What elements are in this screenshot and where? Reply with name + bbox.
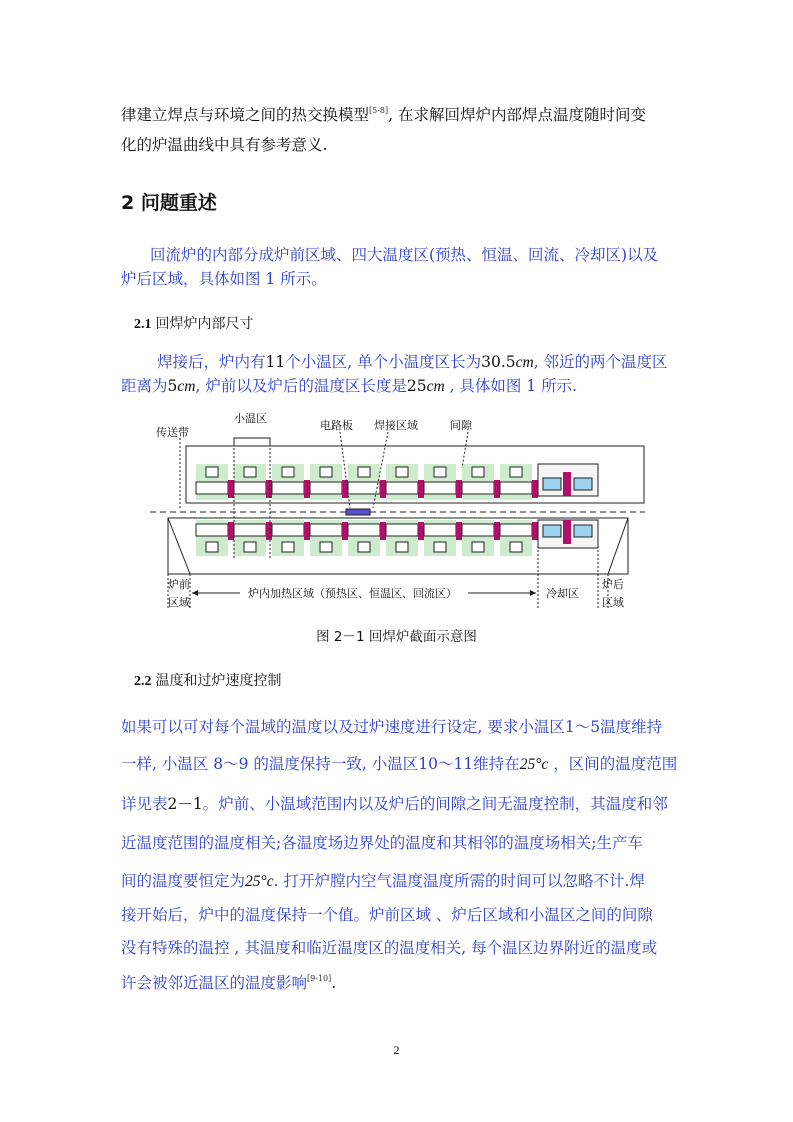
board-row [424,482,456,494]
small-zone-brace [234,438,270,444]
board-row [234,524,266,536]
label-belt: 传送带 [156,426,189,439]
reflow-oven-diagram [150,410,645,615]
dims-text: 焊接后，炉内有 [157,353,266,371]
gap-marker [418,480,424,498]
cooling-unit [543,478,561,490]
page-number: 2 [393,1043,400,1057]
temperature-value: 25°c [245,873,274,890]
arrow-head [192,590,198,596]
board-row [196,524,228,536]
control-line2 [121,753,677,776]
board-row [462,524,494,536]
label-front-1: 炉前 [168,578,190,591]
cooling-unit [574,478,592,490]
board-row [348,482,380,494]
label-heating: 炉内加热区域（预热区、恒温区、回流区） [248,587,457,600]
control-text: . [331,974,337,992]
gap-marker [494,480,500,498]
heater-unit [206,467,218,477]
subsection-2-2 [134,670,282,690]
board-row [462,482,494,494]
heater-unit [472,467,484,477]
heater-unit [396,542,408,552]
gap-marker [494,522,500,540]
gap-marker [342,522,348,540]
board-row [424,524,456,536]
arrow-head [530,590,536,596]
dims-text: , 炉前以及炉后的温度区长度是 [195,377,407,395]
intro-line1: 回流炉的内部分成炉前区域、四大温度区(预热、恒温、回流、冷却区)以及 [150,246,659,264]
subsection-title: 回焊炉内部尺寸 [155,316,254,332]
gap-marker [304,480,310,498]
control-text: 焊 [629,872,645,890]
heater-unit [396,467,408,477]
para1-text: 律建立焊点与环境之间的热交换模型 [121,106,370,124]
intro-line2: 炉后区域，具体如图 1 所示。 [121,270,327,288]
gap-marker [456,480,462,498]
dims-unit: cm [426,378,445,395]
dims-number: 5 [167,377,178,395]
board-row [386,482,418,494]
dims-line2 [121,375,577,398]
heater-unit [282,542,294,552]
para1-line1 [121,100,646,126]
gap-marker [228,480,234,498]
board-row [500,482,532,494]
control-text: 详见表 [121,795,168,813]
upper-zones [196,464,538,500]
control-text: 许会被邻近温区的温度影响 [121,974,308,992]
heater-unit [320,542,332,552]
control-text: 。炉前、小温域范围内以及炉后的间隙之间无温度控制，其温度和邻 [202,795,668,813]
heater-unit [244,542,256,552]
subsection-number: 2.2 [134,674,152,689]
label-front-2: 区域 [168,596,190,609]
dims-unit: cm [177,378,196,395]
control-line6: 接开始后，炉中的温度保持一个值。炉前区域 、炉后区域和小温区之间的间隙 [121,906,653,924]
heater-unit [434,542,446,552]
board-row [310,524,342,536]
label-back-1: 炉后 [602,578,624,591]
circuit-board [346,509,370,515]
para1-text-tail: , 在求解回焊炉内部焊点温度随时间变 [388,106,646,124]
control-text: 间的温度要恒定为 [121,872,246,890]
dims-text: 距离为 [121,377,168,395]
label-weld: 焊接区域 [374,419,418,432]
control-line8 [121,968,336,994]
gap-marker [418,522,424,540]
heater-unit [510,542,522,552]
lower-zones [196,520,538,556]
dims-unit: cm [515,354,534,371]
heater-unit [244,467,256,477]
para1-line2: 化的炉温曲线中具有参考意义. [121,136,328,154]
control-line1: 如果可以可对每个温域的温度以及过炉速度进行设定, 要求小温区1～5温度维持 [121,718,663,736]
subsection-title: 温度和过炉速度控制 [155,673,282,689]
subsection-2-1 [134,313,254,333]
dims-text: , 邻近的两个温度区 [533,353,668,371]
control-text: . 打开炉膛内空气温度温度所需的时间可以忽略不计. [273,872,630,890]
gap-marker [380,522,386,540]
heater-unit [282,467,294,477]
control-line5 [121,870,645,893]
board-row [310,482,342,494]
board-row [234,482,266,494]
control-line7: 没有特殊的温控 , 其温度和临近温度区的温度相关, 每个温区边界附近的温度或 [121,939,658,957]
gap-marker [266,480,272,498]
gap-marker [532,480,538,498]
section-title: 2 问题重述 [121,192,217,214]
cooling-unit [543,525,561,537]
heater-unit [358,542,370,552]
gap-marker [266,522,272,540]
gap-marker [380,480,386,498]
label-cool: 冷却区 [546,587,579,600]
gap-marker [228,522,234,540]
label-back-2: 区域 [602,596,624,609]
dims-text: , 具体如图 1 所示. [444,377,578,395]
gap-marker [456,522,462,540]
gap-marker [563,520,571,544]
table-ref: 2－1 [167,795,203,813]
heater-unit [320,467,332,477]
figure-caption: 图 2－1 回焊炉截面示意图 [316,629,477,645]
gap-marker [532,522,538,540]
cooling-unit [574,525,592,537]
gap-marker [563,472,571,496]
board-row [386,524,418,536]
board-row [272,482,304,494]
label-board: 电路板 [320,419,353,432]
temperature-value: 25°c [519,756,549,773]
board-row [196,482,228,494]
board-row [500,524,532,536]
board-row [272,524,304,536]
dims-number: 30.5 [481,353,516,371]
label-small-zone: 小温区 [234,412,267,425]
control-text: ，区间的温度范围 [548,755,678,773]
heater-unit [510,467,522,477]
board-row [348,524,380,536]
control-line4: 近温度范围的温度相关;各温度场边界处的温度和其相邻的温度场相关;生产车 [121,834,643,852]
control-text: 一样, 小温区 8～9 的温度保持一致, 小温区10～11维持在 [121,755,520,773]
control-line3 [121,793,668,815]
citation: [9-10] [307,974,332,983]
subsection-number: 2.1 [134,317,152,332]
dims-text: 个小温区, 单个小温度区长为 [285,353,482,371]
heater-unit [472,542,484,552]
dims-number: 25 [406,377,427,395]
dims-line1 [157,351,668,374]
label-gap: 间隙 [450,419,472,432]
dims-number: 11 [265,353,286,371]
citation: [5-8] [369,106,389,115]
heater-unit [434,467,446,477]
gap-marker [304,522,310,540]
heater-unit [206,542,218,552]
heater-unit [358,467,370,477]
